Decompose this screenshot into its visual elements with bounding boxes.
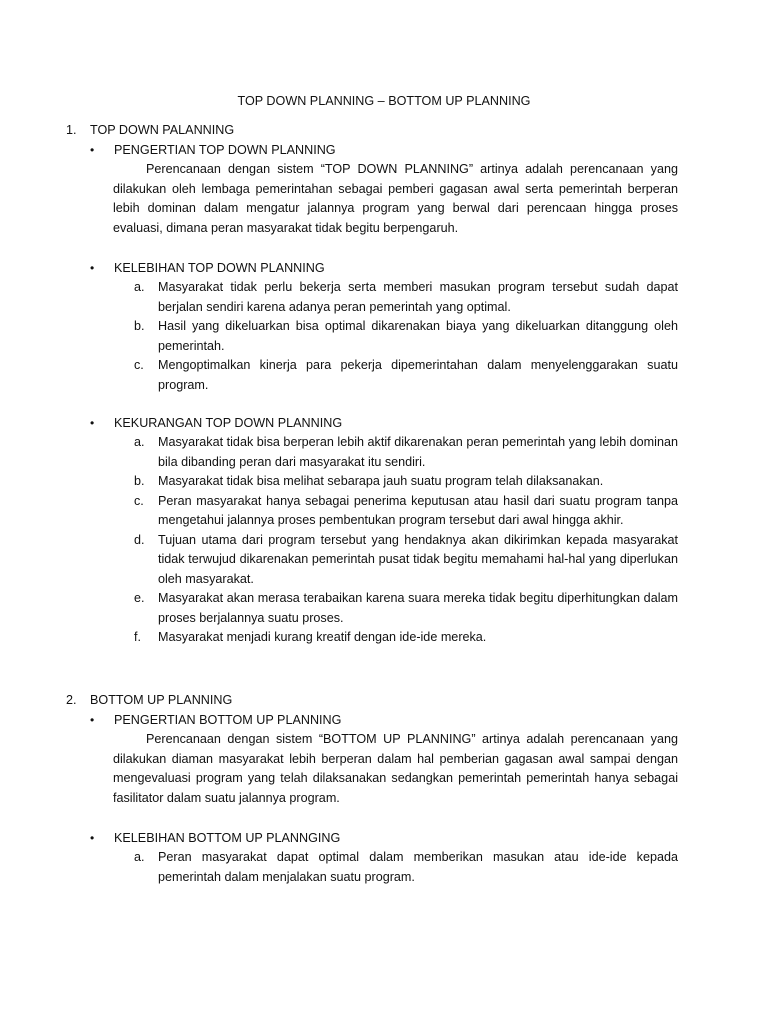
list-item-text: Peran masyarakat hanya sebagai penerima keputusan atau hasil dari suatu program tanpa mengetahui jalannya proses pembentukan program tersebut dari awal hingga akhir. [158,493,678,527]
kekurangan-top-down-title: KEKURANGAN TOP DOWN PLANNING [114,416,343,430]
bullet-icon: • [90,831,95,845]
list-item-text: Masyarakat tidak perlu bekerja serta memberi masukan program tersebut sudah dapat berjalan sendiri karena adanya peran pemerintah yang optimal. [158,280,678,314]
bullet-icon: • [90,261,95,275]
list-item-marker: e. [134,591,145,605]
list-item-marker: a. [134,850,145,864]
kekurangan-top-down-heading [90,414,342,432]
pengertian-top-down-heading [90,141,336,159]
section-1-number: 1. [66,123,77,137]
section-1-title: TOP DOWN PALANNING [90,123,235,137]
list-item-text: Mengoptimalkan kinerja para pekerja dipemerintahan dalam menyelenggarakan suatu program. [158,358,678,392]
list-item [134,848,678,887]
section-2-title: BOTTOM UP PLANNING [90,693,233,707]
kelebihan-top-down-title: KELEBIHAN TOP DOWN PLANNING [114,261,325,275]
section-2-number: 2. [66,693,77,707]
list-item [134,531,678,590]
bullet-icon: • [90,713,95,727]
pengertian-top-down-title: PENGERTIAN TOP DOWN PLANNING [114,143,336,157]
list-item-marker: d. [134,532,145,547]
list-item-text: Peran masyarakat dapat optimal dalam memberikan masukan atau ide-ide kepada pemerintah dalam menjalakan suatu program. [158,850,678,884]
kelebihan-bottom-up-list [134,848,678,887]
list-item [134,317,678,356]
pengertian-bottom-up-heading [90,711,341,729]
list-item-text: Masyarakat tidak bisa melihat sebarapa jauh suatu program telah dilaksanakan. [158,474,604,488]
list-item-marker: a. [134,435,145,449]
list-item [134,589,678,628]
list-item [134,492,678,531]
list-item [134,433,678,472]
list-item [134,278,678,317]
bullet-icon: • [90,416,95,430]
list-item-text: Masyarakat menjadi kurang kreatif dengan ide-ide mereka. [158,630,487,644]
list-item-text: Tujuan utama dari program tersebut yang hendaknya akan dikirimkan kepada masyarakat tidak terwujud dikarenakan pemerintah pusat tidak begitu memahami hal-hal yang diperlukan oleh masyarakat. [158,532,678,586]
list-item-marker: a. [134,280,145,294]
pengertian-top-down-paragraph: Perencanaan dengan sistem “TOP DOWN PLANNING” artinya adalah perencanaan yang dilakukan oleh lembaga pemerintahan sebagai pemberi gagasan awal serta pemerintah berperan lebih dominan dalam mengatur jalannya program yang berwal dari perencaan hingga proses evaluasi, dimana peran masyarakat tidak begitu berpengaruh. [113,162,678,235]
list-item-text: Masyarakat tidak bisa berperan lebih aktif dikarenakan peran pemerintah yang lebih dominan bila dibanding peran dari masyarakat itu sendiri. [158,435,678,469]
section-2-heading [66,691,232,709]
pengertian-bottom-up-paragraph: Perencanaan dengan sistem “BOTTOM UP PLANNING” artinya adalah perencanaan yang dilakukan diaman masyarakat lebih berperan dalam hal pemberian gagasan awal sampai dengan mengevaluasi program yang telah dilaksanakan sedangkan pemerintah pemerintah hanya sebagai fasilitator dalam suatu jalannya program. [113,732,678,805]
list-item [134,628,678,648]
list-item-marker: c. [134,493,144,508]
section-1-heading [66,121,234,139]
kelebihan-top-down-list [134,278,678,395]
list-item-text: Masyarakat akan merasa terabaikan karena suara mereka tidak begitu diperhitungkan dalam proses berjalannya suatu proses. [158,591,678,625]
document-title: TOP DOWN PLANNING – BOTTOM UP PLANNING [237,94,531,108]
kelebihan-bottom-up-title: KELEBIHAN BOTTOM UP PLANNGING [114,831,341,845]
kelebihan-bottom-up-heading [90,829,340,847]
list-item-marker: b. [134,319,145,333]
list-item-marker: c. [134,358,144,372]
pengertian-bottom-up-title: PENGERTIAN BOTTOM UP PLANNING [114,713,342,727]
list-item [134,472,678,492]
bullet-icon: • [90,143,95,157]
list-item-text: Hasil yang dikeluarkan bisa optimal dikarenakan biaya yang dikeluarkan ditanggung oleh pemerintah. [158,319,678,353]
list-item [134,356,678,395]
kelebihan-top-down-heading [90,259,325,277]
kekurangan-top-down-list [134,433,678,648]
list-item-marker: b. [134,474,145,488]
list-item-marker: f. [134,630,141,644]
